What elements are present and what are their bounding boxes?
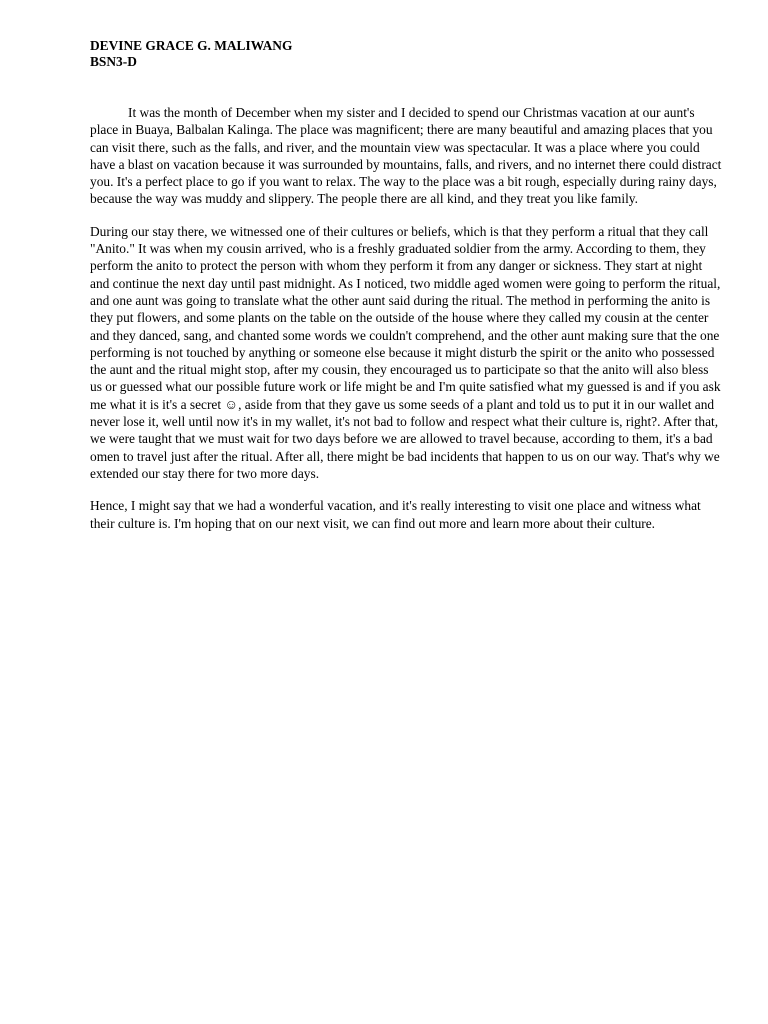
- paragraph-conclusion: Hence, I might say that we had a wonderful vacation, and it's really interesting to visit one place and witness what their culture is. I'm hoping that on our next visit, we can find out more and learn more about their culture.: [90, 498, 701, 531]
- paragraph-intro: It was the month of December when my sister and I decided to spend our Christmas vacation at our aunt's place in Buaya, Balbalan Kalinga. The place was magnificent; there are many beautiful and amazing places that you can visit there, such as the falls, and river, and the mountain view was spectacular. It was a place where you could have a blast on vacation because it was surrounded by mountains, falls, and rivers, and no internet there could distract you. It's a perfect place to go if you want to relax. The way to the place was a bit rough, especially during rainy days, because the way was muddy and slippery. The people there are all kind, and they treat you like family.: [90, 105, 722, 207]
- paragraph-ritual: During our stay there, we witnessed one of their cultures or beliefs, which is that they perform a ritual that they call "Anito." It was when my cousin arrived, who is a freshly graduated soldier from the army. According to them, they perform the anito to protect the person with whom they perform it from any danger or sickness. They start at night and continue the next day until past midnight. As I noticed, two middle aged women were going to perform the ritual, and one aunt was going to translate what the other aunt said during the ritual. The method in performing the anito is they put flowers, and some plants on the table on the outside of the house where they called my cousin at the center and they danced, sang, and chanted some words we couldn't comprehend, and the other aunt making sure that the one performing is not touched by anything or someone else because it might disturb the spirit or the anito who possessed the aunt and the ritual might stop, after my cousin, they encouraged us to participate so that the anito will also bless us or guessed what our possible future work or life might be and I'm quite satisfied what my guessed is and if you ask me what it is it's a secret ☺, aside from that they gave us some seeds of a plant and told us to put it in our wallet and never lose it, well until now it's in my wallet, it's not bad to follow and respect what their culture is, right?. After that, we were taught that we must wait for two days before we are allowed to travel because, according to them, it's a bad omen to travel just after the ritual. After all, there might be bad incidents that happen to us on our way. That's why we extended our stay there for two more days.: [90, 223, 721, 481]
- document-page: [90, 38, 722, 532]
- class-section: BSN3-D: [90, 54, 137, 69]
- author-name: DEVINE GRACE G. MALIWANG: [90, 38, 293, 53]
